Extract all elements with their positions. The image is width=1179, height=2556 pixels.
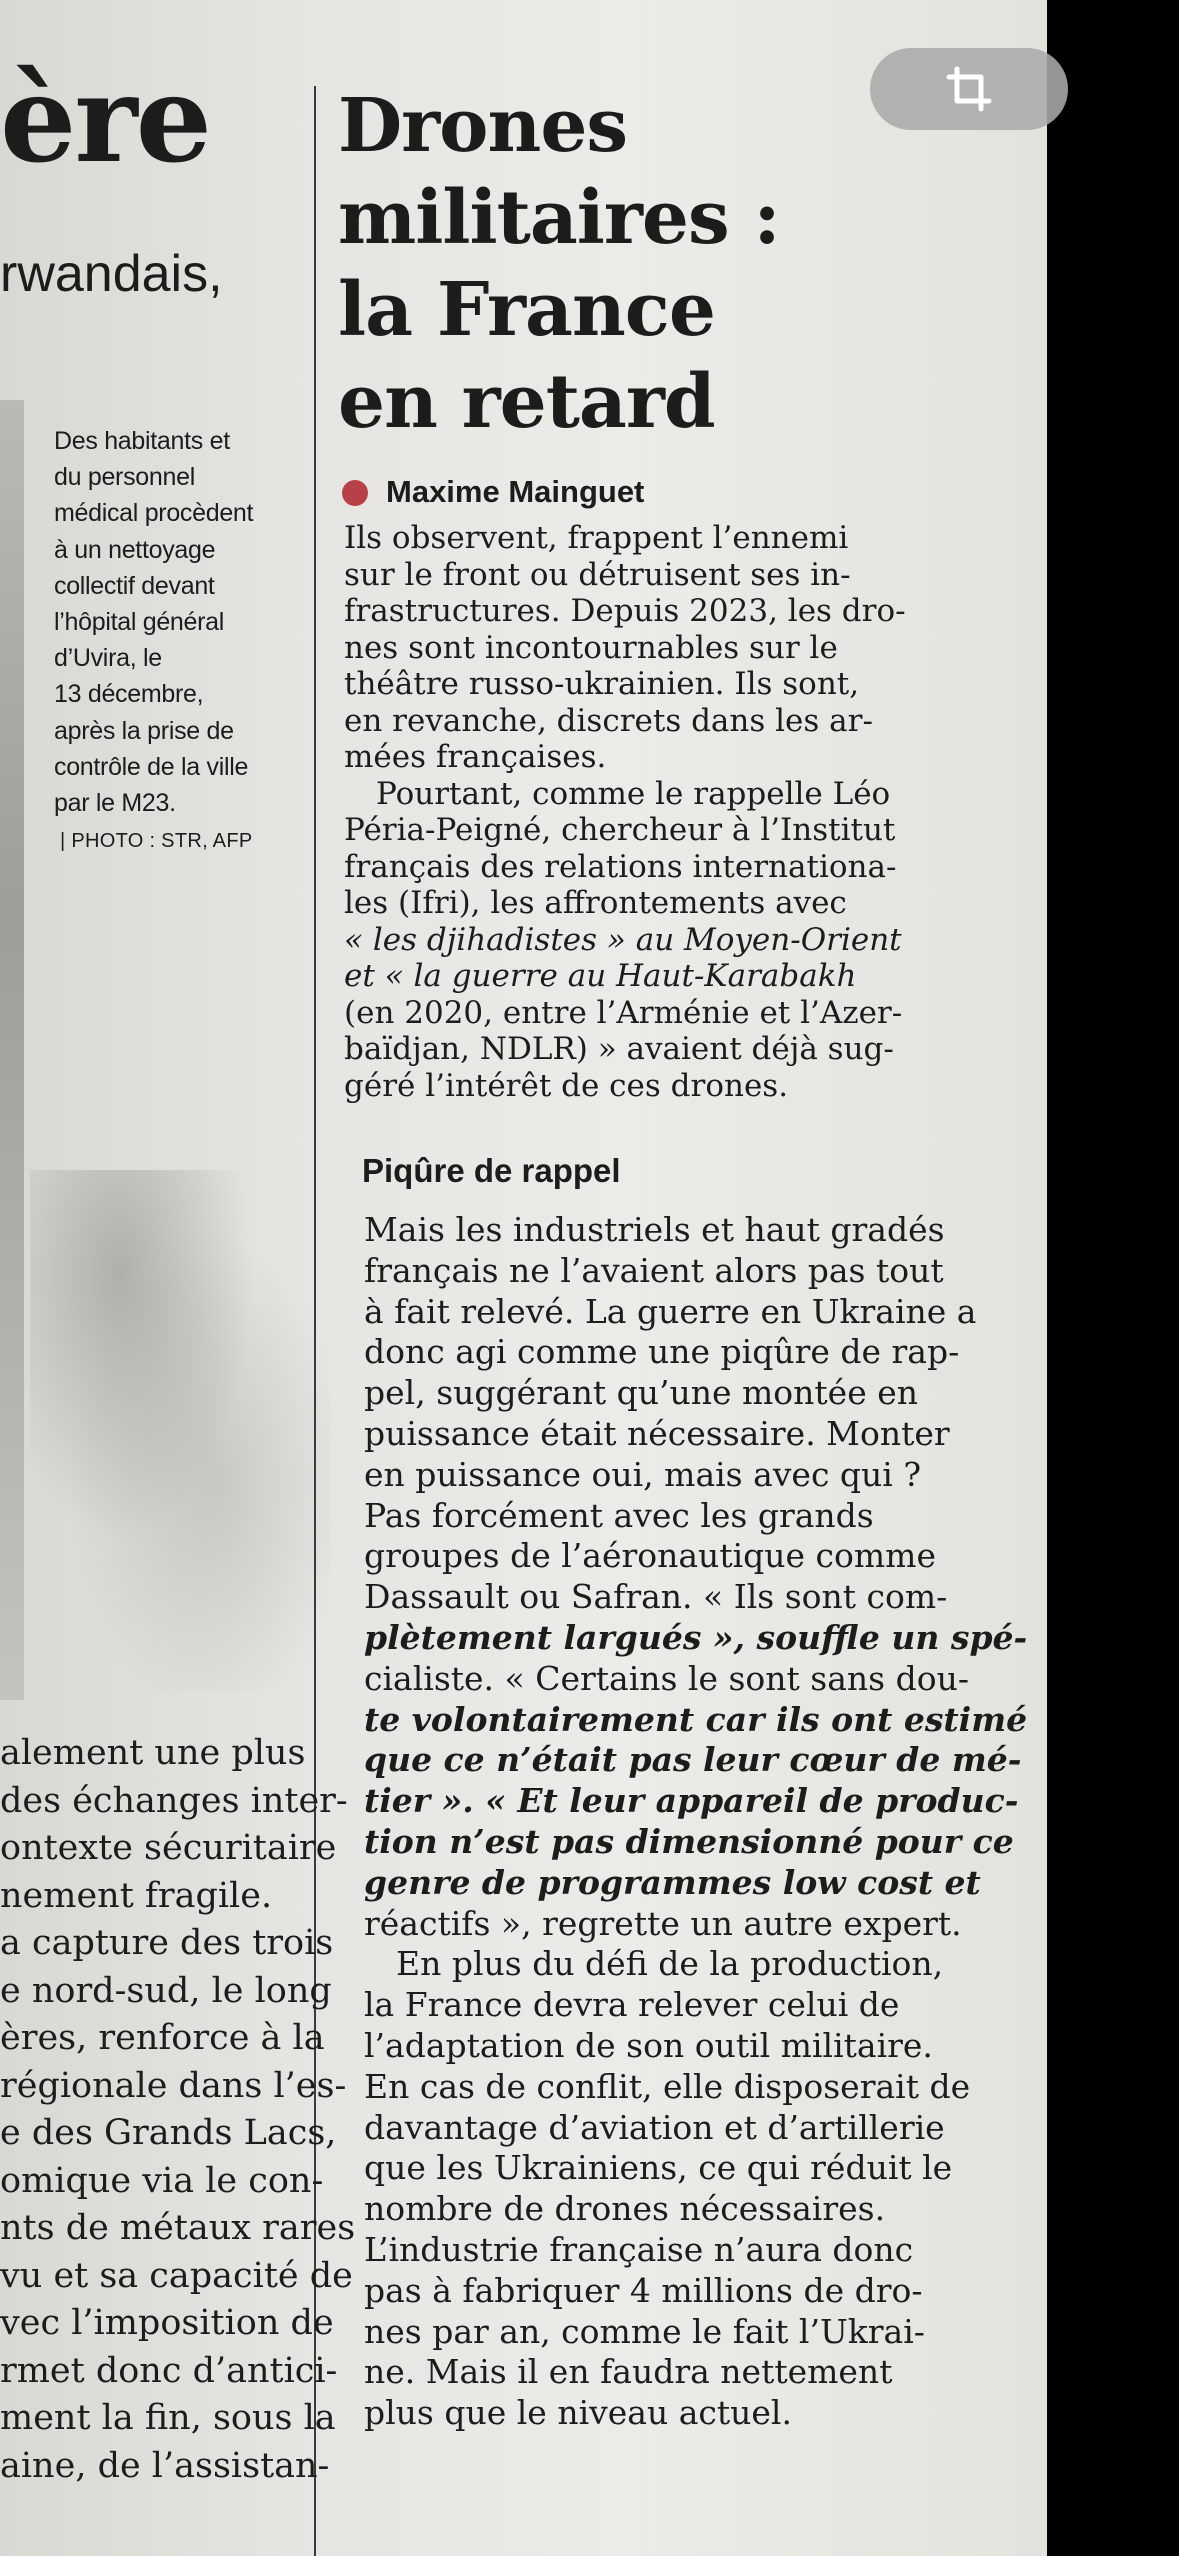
- crop-button[interactable]: [870, 48, 1068, 130]
- photo-credit: | PHOTO : STR, AFP: [60, 830, 253, 852]
- article-author: Maxime Mainguet: [386, 474, 645, 509]
- text-line: puissance était nécessaire. Monter: [364, 1413, 950, 1453]
- article-intro: [344, 520, 906, 1104]
- text-line: Péria-Peigné, chercheur à l’Institut: [344, 812, 896, 848]
- text-line: français des relations internationa-: [344, 848, 897, 885]
- text-line: (en 2020, entre l’Arménie et l’Azer-: [344, 994, 903, 1031]
- text-line: L’industrie française n’aura donc: [364, 2229, 914, 2269]
- caption-line: médical procèdent: [54, 499, 254, 528]
- article-headline: [338, 80, 780, 448]
- caption-line: 13 décembre,: [54, 680, 204, 709]
- text-line: en revanche, discrets dans les ar-: [344, 702, 873, 739]
- caption-line: Des habitants et: [54, 427, 230, 455]
- text-line: Ils observent, frappent l’ennemi: [344, 520, 849, 556]
- caption-line: du personnel: [54, 463, 195, 492]
- headline-line: la France: [338, 267, 715, 353]
- headline-line: Drones: [338, 83, 628, 169]
- text-line: tier ». « Et leur appareil de produc-: [364, 1781, 1019, 1821]
- text-line: la France devra relever celui de: [364, 1985, 900, 2025]
- text-line: « les djihadistes » au Moyen-Orient: [344, 921, 902, 958]
- text-line: les (Ifri), les affrontements avec: [344, 885, 847, 921]
- left-headline-fragment: ère: [0, 49, 210, 190]
- text-line: théâtre russo-ukrainien. Ils sont,: [344, 666, 860, 702]
- article-body: [364, 1210, 1027, 2434]
- text-line: sur le front ou détruisent ses in-: [344, 556, 851, 593]
- text-line: frastructures. Depuis 2023, les dro-: [344, 593, 906, 629]
- text-line: et « la guerre au Haut-Karabakh: [344, 958, 857, 994]
- text-line: des échanges inter-: [0, 1780, 348, 1821]
- text-line: nombre de drones nécessaires.: [364, 2189, 886, 2229]
- text-line: vu et sa capacité de: [0, 2255, 353, 2296]
- caption-line: l’hôpital général: [54, 608, 225, 637]
- text-line: groupes de l’aéronautique comme: [364, 1536, 936, 1576]
- text-line: ontexte sécuritaire: [0, 1828, 337, 1868]
- text-line: davantage d’aviation et d’artillerie: [364, 2107, 945, 2147]
- text-line: genre de programmes low cost et: [364, 1862, 981, 1902]
- text-line: ment la fin, sous la: [0, 2398, 336, 2438]
- photo-edge: [0, 400, 24, 1700]
- caption-line: collectif devant: [54, 571, 215, 600]
- headline-line: militaires :: [338, 175, 780, 261]
- caption-line: par le M23.: [54, 789, 176, 818]
- text-line: régionale dans l’es-: [0, 2065, 347, 2106]
- text-line: nement fragile.: [0, 1875, 273, 1916]
- left-column-text: [0, 1730, 355, 2490]
- text-line: nes sont incontournables sur le: [344, 629, 838, 666]
- text-line: à fait relevé. La guerre en Ukraine a: [364, 1291, 977, 1331]
- text-line: donc agi comme une piqûre de rap-: [364, 1332, 960, 1372]
- article-subhead: Piqûre de rappel: [362, 1152, 621, 1189]
- text-line: nts de métaux rares: [0, 2208, 356, 2248]
- text-line: vec l’imposition de: [0, 2303, 334, 2343]
- text-line: Dassault ou Safran. « Ils sont com-: [364, 1577, 948, 1617]
- text-line: plus que le niveau actuel.: [364, 2393, 792, 2433]
- text-line: aine, de l’assistan-: [0, 2445, 330, 2486]
- text-line: ères, renforce à la: [0, 2018, 325, 2058]
- text-line: ne. Mais il en faudra nettement: [364, 2352, 893, 2392]
- text-line: te volontairement car ils ont estimé: [364, 1699, 1028, 1739]
- text-line: En cas de conflit, elle disposerait de: [364, 2066, 971, 2106]
- text-line: alement une plus: [0, 1733, 306, 1773]
- text-line: e des Grands Lacs,: [0, 2113, 337, 2153]
- text-line: pel, suggérant qu’une montée en: [364, 1373, 919, 1413]
- text-line: que les Ukrainiens, ce qui réduit le: [364, 2148, 953, 2188]
- text-line: plètement largués », souffle un spé-: [364, 1617, 1028, 1657]
- text-line: Pas forcément avec les grands: [364, 1495, 874, 1535]
- text-line: baïdjan, NDLR) » avaient déjà sug-: [344, 1031, 894, 1067]
- caption-line: contrôle de la ville: [54, 752, 249, 781]
- left-subline-fragment: rwandais,: [0, 245, 223, 303]
- text-line: que ce n’était pas leur cœur de mé-: [364, 1740, 1022, 1780]
- headline-line: en retard: [338, 359, 715, 445]
- text-line: a capture des trois: [0, 1923, 334, 1963]
- text-line: Pourtant, comme le rappelle Léo: [376, 775, 891, 812]
- text-line: pas à fabriquer 4 millions de dro-: [364, 2270, 923, 2310]
- text-line: en puissance oui, mais avec qui ?: [364, 1454, 922, 1494]
- crop-icon: [945, 65, 993, 113]
- text-line: l’adaptation de son outil militaire.: [364, 2025, 933, 2065]
- text-line: Mais les industriels et haut gradés: [364, 1210, 945, 1249]
- text-line: En plus du défi de la production,: [396, 1944, 944, 1984]
- text-line: mées françaises.: [344, 739, 607, 775]
- text-line: réactifs », regrette un autre expert.: [364, 1903, 962, 1943]
- text-line: français ne l’avaient alors pas tout: [364, 1250, 944, 1290]
- text-line: nes par an, comme le fait l’Ukrai-: [364, 2311, 925, 2351]
- text-line: rmet donc d’antici-: [0, 2350, 338, 2391]
- text-line: e nord-sud, le long: [0, 1970, 332, 2011]
- author-bullet-icon: [342, 480, 368, 506]
- text-line: cialiste. « Certains le sont sans dou-: [364, 1658, 969, 1698]
- caption-line: d’Uvira, le: [54, 644, 162, 673]
- caption-line: à un nettoyage: [54, 535, 216, 564]
- text-line: tion n’est pas dimensionné pour ce: [364, 1821, 1014, 1861]
- photo-shadow: [30, 1170, 330, 1690]
- caption-line: après la prise de: [54, 716, 234, 745]
- text-line: géré l’intérêt de ces drones.: [344, 1067, 789, 1104]
- photo-caption: [54, 423, 314, 821]
- text-line: omique via le con-: [0, 2160, 324, 2201]
